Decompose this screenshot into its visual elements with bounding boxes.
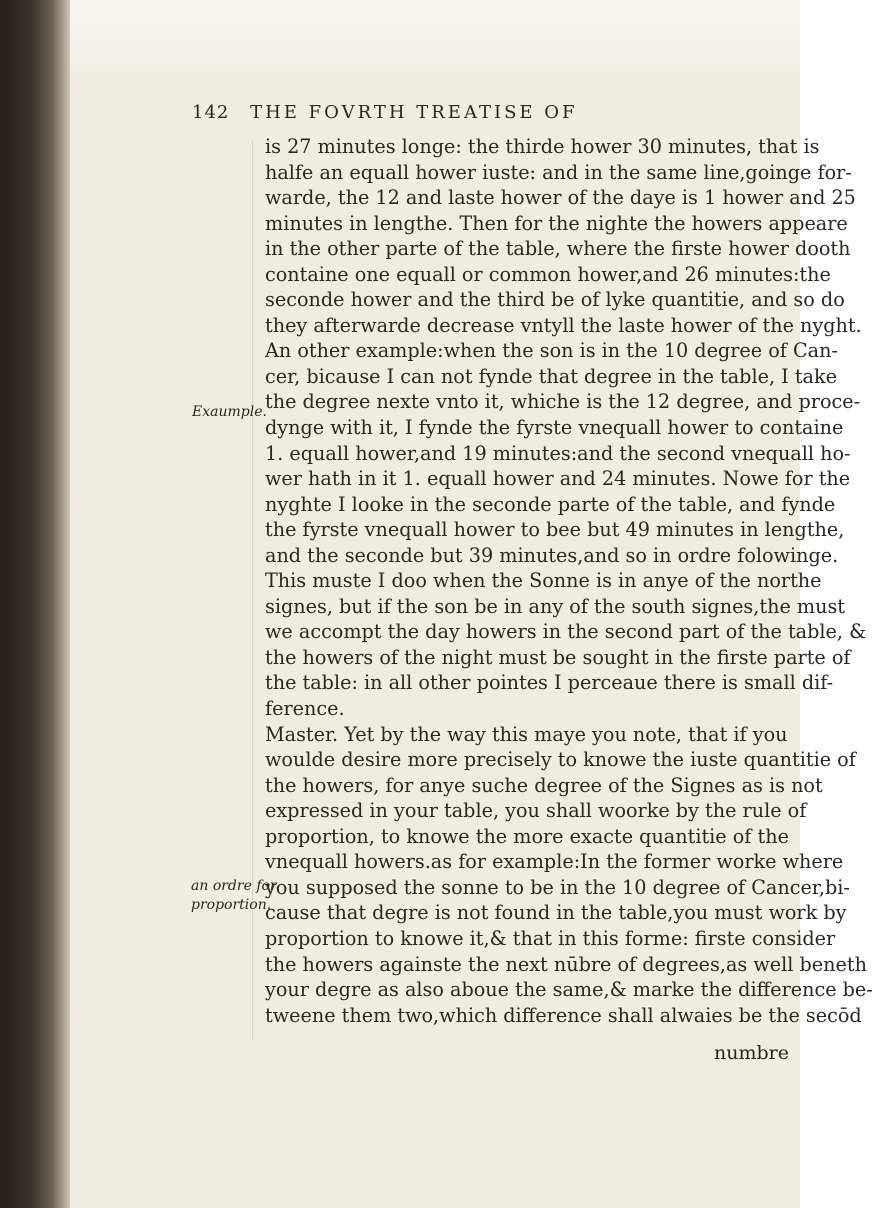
text-line: the table: in all other pointes I perceaue there is small dif- [265, 671, 834, 695]
text-line: woulde desire more precisely to knowe the iuste quantitie of [265, 748, 856, 772]
text-line: minutes in lengthe. Then for the nighte the howers appeare [265, 211, 848, 235]
text-line: seconde hower and the third be of lyke quantitie, and so do [265, 288, 845, 312]
text-line: the degree nexte vnto it, whiche is the 12 degree, and proce- [265, 390, 861, 414]
text-line: your degre as also aboue the same,& marke the difference be- [265, 978, 873, 1002]
text-line: expressed in your table, you shall woorke by the rule of [265, 799, 807, 823]
text-line: This muste I doo when the Sonne is in anye of the northe [265, 569, 822, 593]
text-line: cer, bicause I can not fynde that degree in the table, I take [265, 364, 837, 388]
marginal-note-order: an ordre for [191, 878, 277, 894]
text-line: proportion, to knowe the more exacte quantitie of the [265, 824, 789, 848]
text-line: the howers againste the next nūbre of degrees,as well beneth [265, 952, 867, 976]
marginal-note-example: Exaumple. [192, 404, 267, 420]
text-line: halfe an equall hower iuste: and in the same line,goinge for- [265, 160, 852, 184]
text-line: tweene them two,which difference shall alwaies be the secōd [265, 1003, 862, 1027]
page-number: 142 [192, 102, 230, 123]
text-line: containe one equall or common hower,and 26 minutes:the [265, 262, 831, 286]
text-line: we accompt the day howers in the second part of the table, & [265, 620, 867, 644]
text-line: nyghte I looke in the seconde parte of the table, and fynde [265, 492, 836, 516]
text-line: 1. equall hower,and 19 minutes:and the second vnequall ho- [265, 441, 851, 465]
text-line: ference. [265, 697, 345, 721]
text-line: the fyrste vnequall hower to bee but 49 minutes in lengthe, [265, 518, 845, 542]
text-line: vnequall howers.as for example:In the former worke where [265, 850, 844, 874]
text-line: they afterwarde decrease vntyll the laste hower of the nyght. [265, 313, 862, 337]
running-title: THE FOVRTH TREATISE OF [250, 102, 578, 123]
text-line: you supposed the sonne to be in the 10 degree of Cancer,bi- [265, 875, 850, 899]
text-line: dynge with it, I fynde the fyrste vnequall hower to containe [265, 416, 844, 440]
text-line: the howers, for anye suche degree of the Signes as is not [265, 773, 823, 797]
text-line: An other example:when the son is in the 10 degree of Can- [265, 339, 838, 363]
text-line: proportion to knowe it,& that in this forme: firste consider [265, 926, 836, 950]
page-header [192, 102, 792, 123]
text-line: signes, but if the son be in any of the south signes,the must [265, 594, 846, 618]
catchword: numbre [714, 1042, 789, 1064]
text-line: and the seconde but 39 minutes,and so in ordre folowinge. [265, 543, 839, 567]
text-line: wer hath in it 1. equall hower and 24 minutes. Nowe for the [265, 467, 851, 491]
text-line: in the other parte of the table, where the firste hower dooth [265, 237, 851, 261]
text-line: Master. Yet by the way this maye you note, that if you [265, 722, 788, 746]
body-text [265, 134, 873, 1028]
text-line: the howers of the night must be sought in the firste parte of [265, 645, 851, 669]
text-line: warde, the 12 and laste hower of the daye is 1 hower and 25 [265, 186, 856, 210]
marginal-note-proportion: proportion. [191, 897, 272, 913]
text-line: is 27 minutes longe: the thirde hower 30 minutes, that is [265, 135, 820, 158]
text-line: cause that degre is not found in the table,you must work by [265, 901, 847, 925]
